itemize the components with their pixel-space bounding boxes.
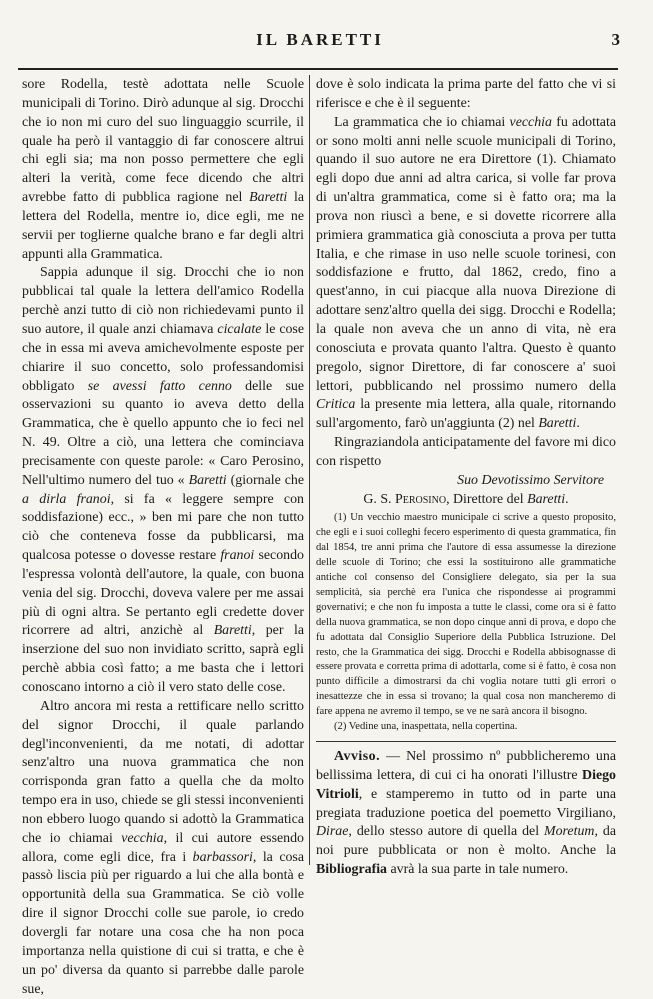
footnote-2: (2) Vedine una, inaspettata, nella copertina. — [334, 721, 518, 733]
avviso-paragraph: Avviso. — Nel prossimo nº pubblicheremo una bellissima lettera, di cui ci ha onorati l'illustre Diego Vitrioli, e stamperemo in tutto od in parte una pregiata traduzione poetica del poemetto Virgiliano, Dirae, dello stesso autore di quella del Moretum, da noi pure pubblicata or non è molto. Anche la Bibliografia avrà la sua parte in tale numero. — [316, 749, 616, 878]
page-number: 3 — [611, 30, 620, 49]
left-column — [22, 76, 304, 999]
footnote-rule — [316, 741, 616, 742]
left-paragraph-2: Sappia adunque il sig. Drocchi che io non pubblicai tal quale la lettera dell'amico Rodella perchè anzi tutto di ciò non richiedevami punto il suo autore, il quale anzi chiamava cicalate le cose che in essa mi aveva amichevolmente esposte per chiarire il suo concetto, solo professandomisi obbligato se avessi fatto cenno delle sue osservazioni su quanto io aveva detto della Grammatica, che è quello appunto che io feci nel N. 49. Oltre a ciò, una lettera che cominciava precisamente con queste parole: « Caro Perosino, Nell'ultimo numero del tuo « Baretti (giornale che a dirla franoi, si fa « leggere sempre con soddisfazione) ecc., » ben mi pare che non tutto ciò che conteneva fosse da pubblicarsi, ma qualcosa potesse o dovesse restare franoi secondo l'espressa volontà dell'autore, la quale, con buona venia del sig. Drocchi, doveva valere per me assai più di ogni altra. Se pertanto egli credette dover ricorrere ad altri, anzichè al Baretti, per la inserzione del suo non invidiato scritto, saprà egli perchè abbia così fatto; a me basta che i lettori conoscano intorno a ciò il vero stato delle cose. — [22, 265, 305, 695]
right-paragraph-2: La grammatica che io chiamai vecchia fu adottata or sono molti anni nelle scuole municipali di Torino, quando il suo autore ne era Direttore (1). Chiamato egli dopo due anni ad altra carica, si volle far prova di un'altra grammatica, come si è fatto ora; ma la prova non riuscì a bene, e si dovette ricorrere alla primiera grammatica già conosciuta a prova per tutta Italia, e che rimase in uso nelle scuole torinesi, con soddisfazione e frutto, dal 1862, credo, fino a quest'anno, in cui piacque alla nuova Direzione di adottare senz'altro quella dei sigg. Drocchi e Rodella; la quale non aveva che un anno di vita, nè era conosciuta e provata quanto l'altra. Questo è quanto pregolo, signor Direttore, di far conoscere a' suoi lettori, pubblicando nel prossimo numero della Critica la presente mia lettera, alla quale, ritornando sull'argomento, farò un'aggiunta (2) nel Baretti. — [316, 114, 616, 432]
column-divider — [309, 75, 310, 865]
right-column — [316, 76, 616, 880]
right-paragraph-3: Ringraziandola anticipatamente del favore mi dico con rispetto — [316, 435, 616, 469]
footnote-1: (1) Un vecchio maestro municipale ci scrive a questo proposito, che egli e i suoi colleghi fecero esperimento di questa grammatica, fin dal 1854, tre anni prima che l'autore di essa assumesse la direzione delle scuole di Torino; che essi la sostituirono alle grammatiche antiche col consenso del Consigliere delegato, sia per la sua semplicità, sia perchè era l'unica che rispondesse ai programmi governativi; e che non fu imposta a tutte le classi, come ora si è fatto della nuova grammatica, se non dopo cinque anni di prova, e dopo che fu adottata dal Consiglio Superiore della Pubblica Istruzione. Del resto, che la Grammatica dei sigg. Drocchi e Rodella abbisognasse di essere provata e corretta prima di adottarla, come si è fatto, è cosa non punto difficile a dimostrarsi da chi voglia notare tutti gli errori o inesattezze che in essa si trovano; la qual cosa non mancheremo di fare appena ne avremo il tempo, se ve ne sarà ancora il bisogno. — [316, 512, 616, 718]
header-rule — [18, 68, 618, 70]
journal-title: IL BARETTI — [256, 30, 384, 49]
page-header — [20, 30, 620, 54]
left-paragraph-1: sore Rodella, testè adottata nelle Scuole municipali di Torino. Dirò adunque al sig. Drocchi che io non mi curo del suo linguaggio scurrile, il quale ha però il vantaggio di far conoscere altrui chi egli sia; ma non posso permettere che egli alteri la verità, come fece dicendo che altri avrebbe fatto di pubblica ragione nel Baretti la lettera del Rodella, mentre io, dice egli, me ne servii per toglierne qualche brano e far degli altri appunti alla Grammatica. — [22, 77, 304, 262]
signature: G. S. Perosino, Direttore del Baretti. — [363, 491, 569, 507]
left-paragraph-3: Altro ancora mi resta a rettificare nello scritto del signor Drocchi, il quale parlando degl'inconvenienti, da me notati, di adottar senz'altro una nuova grammatica che non corrisponda gran fatto a quella che da molto tempo era in uso, chiede se gli stessi inconvenienti non ebbero luogo quando si adottò la Grammatica che io chiamai vecchia, il cui autore essendo allora, come egli dice, fra i barbassori, la cosa passò liscia più per riguardo a lui che alla bontà e opportunità della sua Grammatica. Se ciò volle dire il signor Drocchi colle sue parole, io credo dovergli far notare una cosa che ha non poca importanza nella quistione di cui si tratta, e che è un po' diversa da quanto si parrebbe dalle parole sue, — [22, 698, 304, 997]
closing-formula: Suo Devotissimo Servitore — [457, 472, 604, 488]
right-paragraph-1: dove è solo indicata la prima parte del fatto che vi si riferisce e che è il seguente: — [316, 77, 616, 111]
footnotes — [316, 511, 616, 735]
